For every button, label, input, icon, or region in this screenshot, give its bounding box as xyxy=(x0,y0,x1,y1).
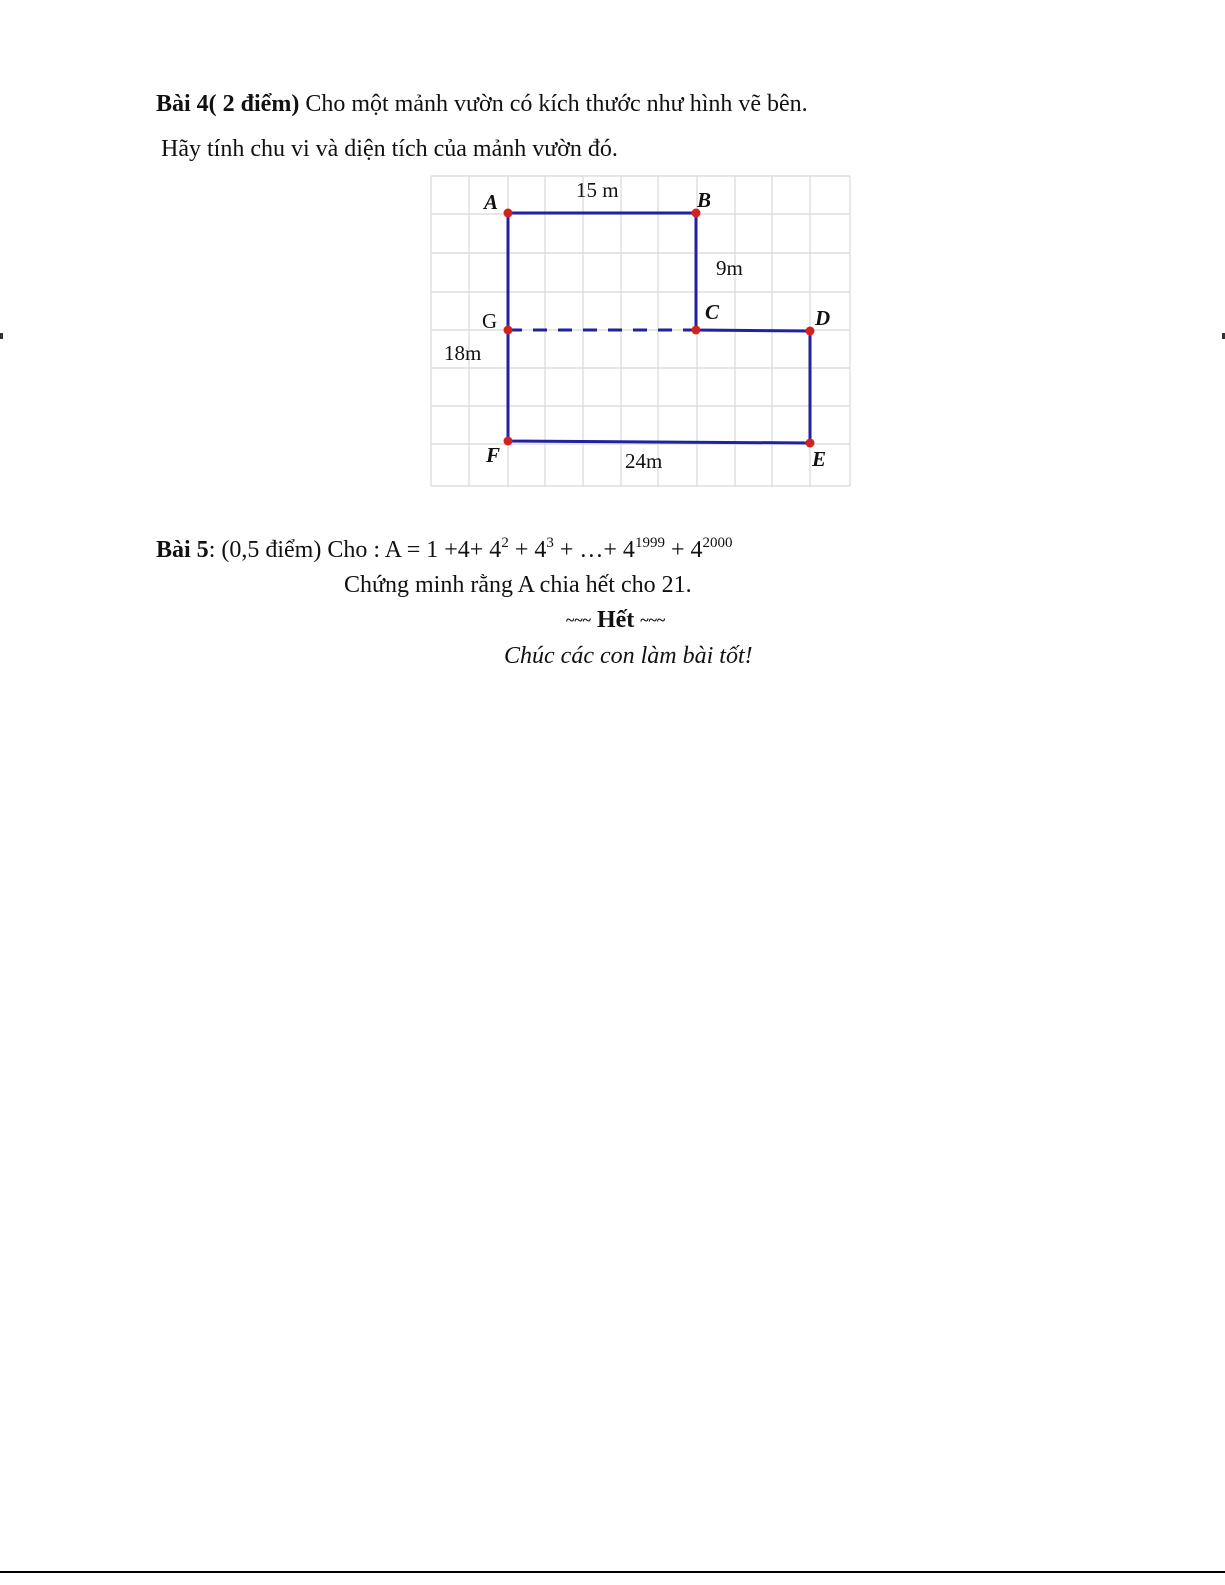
label-point-a: A xyxy=(484,190,499,214)
exp-2: 2 xyxy=(501,535,509,551)
label-point-b: B xyxy=(697,188,712,212)
exp-1999: 1999 xyxy=(634,535,665,551)
expr-start: A = 1 +4+ 4 xyxy=(384,537,502,563)
label-point-c: C xyxy=(705,300,720,324)
garden-boundary xyxy=(508,213,810,443)
left-edge-mark xyxy=(0,333,3,339)
point-c xyxy=(692,326,701,335)
label-length-af: 18m xyxy=(444,341,482,365)
tilde-left: ~~~ xyxy=(566,612,591,629)
page-bottom-rule xyxy=(0,1571,1225,1573)
label-length-fe: 24m xyxy=(625,449,663,473)
garden-outline xyxy=(508,213,810,443)
vertex-points xyxy=(504,209,815,448)
problem-5-points: : (0,5 điểm) Cho : xyxy=(208,537,385,563)
problem-4-line-2: Hãy tính chu vi và diện tích của mảnh vườn đó. xyxy=(161,136,618,162)
label-point-d: D xyxy=(815,306,831,330)
label-length-bc: 9m xyxy=(716,256,743,280)
tilde-right: ~~~ xyxy=(640,612,666,629)
closing-wish: Chúc các con làm bài tốt! xyxy=(504,643,753,669)
problem-5-line-1 xyxy=(156,537,732,564)
point-g xyxy=(504,326,513,335)
point-a xyxy=(504,209,513,218)
problem-4-statement: Cho một mảnh vườn có kích thước như hình vẽ bên. xyxy=(299,91,808,117)
point-d xyxy=(806,327,815,336)
label-point-e: E xyxy=(812,447,827,471)
exp-2000: 2000 xyxy=(702,535,733,551)
exp-3: 3 xyxy=(546,535,554,551)
problem-5-title: Bài 5 xyxy=(156,537,209,563)
expr-plus-1: + 4 xyxy=(508,537,547,563)
point-f xyxy=(504,437,513,446)
expr-plus-2: + 4 xyxy=(664,537,703,563)
problem-4-title: Bài 4( 2 điểm) xyxy=(156,91,300,117)
label-point-g: G xyxy=(482,309,498,333)
label-point-f: F xyxy=(486,443,501,467)
expr-mid: + …+ 4 xyxy=(553,537,635,563)
problem-5-prove: Chứng minh rằng A chia hết cho 21. xyxy=(344,572,692,598)
end-text: Hết xyxy=(596,607,635,633)
label-length-ab: 15 m xyxy=(576,178,619,202)
end-marker xyxy=(566,607,665,634)
